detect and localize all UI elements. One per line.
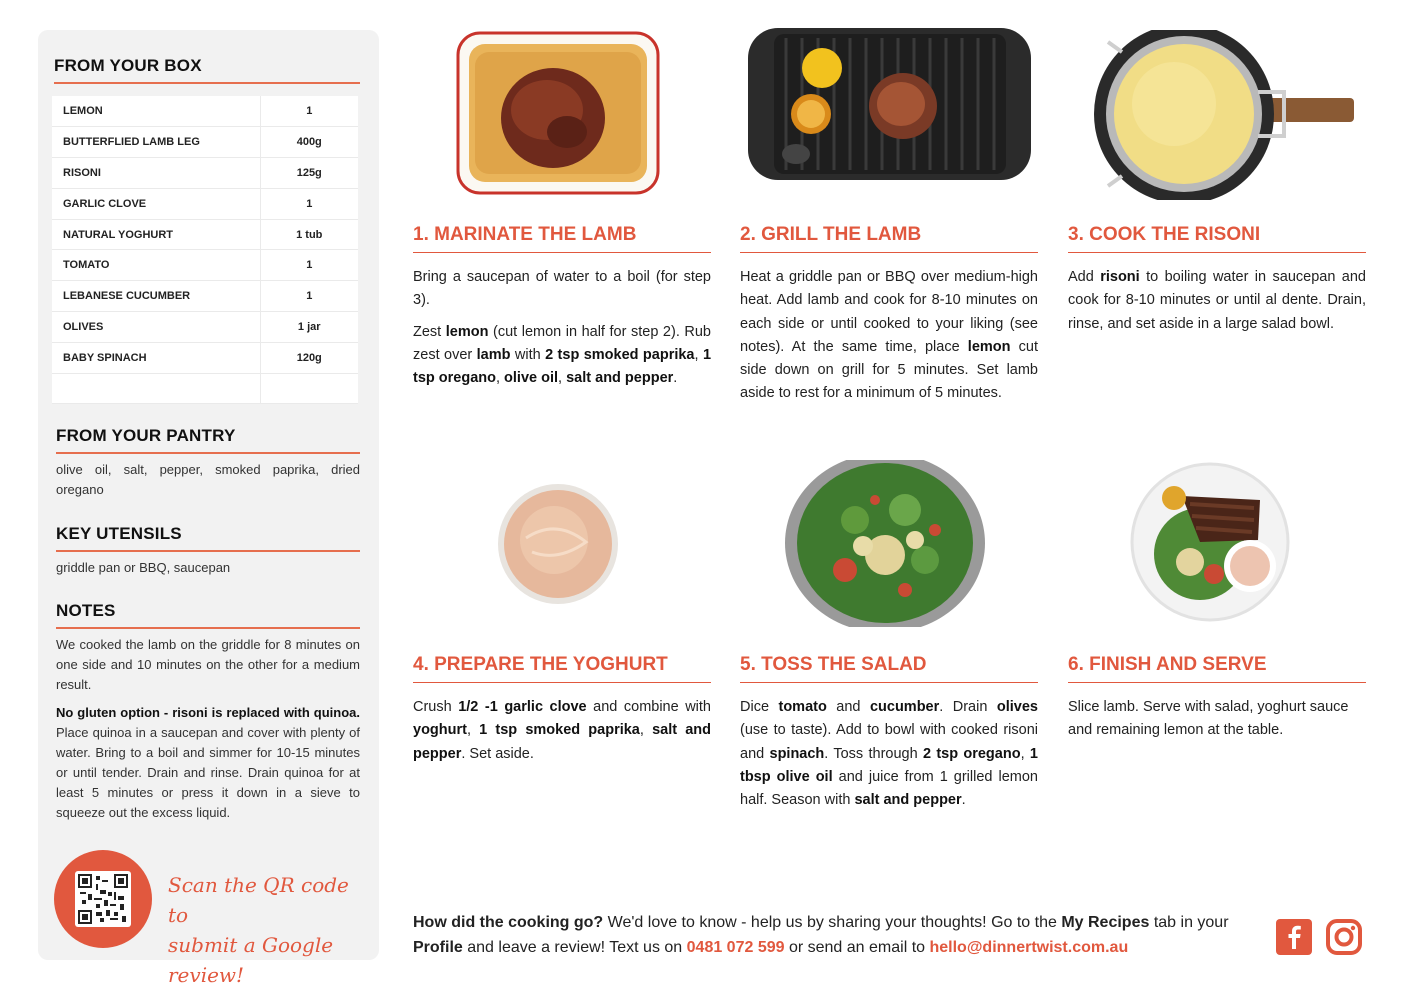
- text-span: Crush: [413, 699, 459, 715]
- ingredient-name: LEMON: [52, 96, 260, 127]
- text-span: ,: [639, 722, 653, 739]
- ingredient-bold: cucumber: [869, 699, 940, 715]
- table-row: [52, 250, 358, 281]
- text-span: ,: [1020, 745, 1030, 762]
- text-span: with: [510, 346, 546, 363]
- table-row: [52, 158, 358, 189]
- ingredient-qty: 1: [260, 250, 358, 281]
- text-span: We'd love to know - help us by sharing your thoughts! Go to the: [603, 914, 1062, 931]
- yoghurt-bowl-image: [496, 482, 620, 606]
- text-span: .: [673, 370, 678, 387]
- ingredient-qty: 400g: [260, 127, 358, 158]
- sidebar: [38, 30, 379, 987]
- notes-gluten-bold: No gluten option - risoni is replaced with quinoa.: [56, 705, 360, 720]
- step-6-text: Slice lamb. Serve with salad, yoghurt sauce and remaining lemon at the table.: [1068, 699, 1349, 739]
- salad-bowl-image: [785, 460, 985, 627]
- feedback-footer: [413, 910, 1263, 960]
- step-3-text: [1068, 266, 1366, 336]
- notes-paragraph: We cooked the lamb on the griddle for 8 minutes on one side and 10 minutes on the other for a medium result.: [56, 637, 360, 692]
- table-row: [52, 96, 358, 127]
- ingredient-qty: 1 tub: [260, 219, 358, 250]
- text-span: tab in your: [1149, 914, 1229, 931]
- ingredient-bold: spinach: [769, 745, 825, 762]
- ingredient-bold: 1/2 -1 garlic clove: [458, 699, 587, 715]
- instagram-icon[interactable]: [1326, 919, 1362, 955]
- ingredient-bold: 1 tbsp olive oil: [740, 745, 1038, 785]
- facebook-icon[interactable]: [1276, 919, 1312, 955]
- step-5-title: 5. TOSS THE SALAD: [740, 654, 1038, 683]
- ingredient-name: OLIVES: [52, 312, 260, 343]
- profile-link[interactable]: Profile: [413, 939, 463, 956]
- ingredient-name: TOMATO: [52, 250, 260, 281]
- text-span: to boiling water in saucepan and cook for 8-10 minutes or until al dente. Drain, rinse, and set aside in a large salad bowl.: [1068, 269, 1366, 332]
- step-2-title: 2. GRILL THE LAMB: [740, 224, 1038, 253]
- ingredient-name: RISONI: [52, 158, 260, 189]
- ingredient-qty: 120g: [260, 342, 358, 373]
- text-span: ,: [558, 370, 567, 387]
- table-row: [52, 188, 358, 219]
- utensils-text: griddle pan or BBQ, saucepan: [56, 560, 231, 575]
- ingredient-bold: 2 tsp smoked paprika: [545, 346, 695, 363]
- step-6-title: 6. FINISH AND SERVE: [1068, 654, 1366, 683]
- table-row: [52, 281, 358, 312]
- step-4-title: 4. PREPARE THE YOGHURT: [413, 654, 711, 683]
- ingredient-bold: lemon: [967, 338, 1011, 355]
- marinated-lamb-dish-image: [455, 30, 661, 196]
- ingredient-bold: yoghurt: [413, 722, 467, 739]
- text-span: and leave a review! Text us on: [462, 939, 687, 956]
- ingredient-bold: lemon: [445, 323, 489, 340]
- text-span: or send an email to: [784, 939, 930, 956]
- ingredient-name: BABY SPINACH: [52, 342, 260, 373]
- text-span: and: [826, 699, 870, 715]
- ingredient-bold: 2 tsp oregano: [922, 745, 1021, 762]
- ingredient-name: NATURAL YOGHURT: [52, 219, 260, 250]
- ingredient-bold: salt and pepper: [854, 792, 962, 809]
- ingredient-bold: 1 tsp oregano: [413, 346, 712, 387]
- text-span: ,: [694, 346, 703, 363]
- text-span: ,: [466, 722, 480, 739]
- served-plate-image: [1130, 462, 1290, 622]
- text-span: cut side down on grill for 5 minutes. Set lamb aside to rest for a minimum of 5 minutes.: [740, 338, 1038, 402]
- text-span: Dice: [740, 699, 779, 715]
- ingredient-bold: salt and pepper: [566, 370, 674, 387]
- pantry-title: FROM YOUR PANTRY: [56, 426, 360, 454]
- ingredient-bold: 1 tsp smoked paprika: [479, 722, 640, 739]
- ingredient-bold: olives: [996, 699, 1038, 715]
- my-recipes-link[interactable]: My Recipes: [1061, 914, 1150, 931]
- table-row: [52, 312, 358, 343]
- qr-caption-line2: submit a Google review!: [168, 933, 334, 987]
- ingredients-table: [52, 96, 358, 404]
- step-1-title: 1. MARINATE THE LAMB: [413, 224, 711, 253]
- risoni-sieve-image: [1088, 30, 1358, 200]
- phone-link[interactable]: 0481 072 599: [686, 939, 785, 956]
- ingredient-bold: risoni: [1100, 269, 1140, 285]
- text-span: . Toss through: [824, 745, 923, 762]
- ingredient-qty: 1: [260, 281, 358, 312]
- empty-cell: [260, 373, 358, 404]
- text-span: Heat a griddle pan or BBQ over medium-high heat. Add lamb and cook for 8-10 minutes on each side or until cooked to your liking (see notes). At the same time, place: [740, 269, 1038, 355]
- text-span: (cut lemon in half for step 2). Rub zest over: [413, 323, 711, 363]
- table-row: [52, 219, 358, 250]
- email-link[interactable]: hello@dinnertwist.com.au: [929, 939, 1129, 956]
- text-span: and juice from 1 grilled lemon half. Season with: [740, 768, 1038, 809]
- qr-caption-line1: Scan the QR code to: [168, 873, 349, 927]
- text-span: ,: [495, 370, 505, 387]
- step-5-text: [740, 696, 1038, 812]
- qr-badge: [54, 850, 152, 948]
- ingredient-bold: lamb: [476, 346, 511, 363]
- text-span: .: [961, 792, 966, 809]
- ingredient-name: GARLIC CLOVE: [52, 188, 260, 219]
- ingredient-qty: 125g: [260, 158, 358, 189]
- qr-code-pattern: [78, 874, 128, 924]
- pantry-text: olive oil, salt, pepper, smoked paprika, dried oregano: [56, 462, 360, 497]
- ingredient-bold: tomato: [778, 699, 827, 715]
- notes-gluten-paragraph: [56, 703, 360, 823]
- text-span: Zest: [413, 323, 446, 340]
- ingredient-bold: salt and pepper: [413, 722, 712, 762]
- notes-gluten-text: Place quinoa in a saucepan and cover with plenty of water. Bring to a boil and simmer for 10-15 minutes or until tender. Drain and rinse. Drain quinoa for at least 5 minutes or press it down in a sieve to squeeze out the excess liquid.: [56, 725, 360, 820]
- text-span: . Drain: [939, 699, 997, 715]
- qr-caption: [168, 870, 368, 990]
- step-2-text: [740, 266, 1038, 406]
- griddle-pan-lamb-image: [746, 24, 1033, 184]
- step-1-para-1: Bring a saucepan of water to a boil (for step 3).: [413, 269, 711, 309]
- text-span: and combine with: [586, 699, 711, 715]
- ingredient-bold: olive oil: [504, 370, 559, 387]
- table-row-empty: [52, 373, 358, 404]
- utensils-title: KEY UTENSILS: [56, 524, 360, 552]
- table-row: [52, 127, 358, 158]
- ingredient-name: LEBANESE CUCUMBER: [52, 281, 260, 312]
- qr-code[interactable]: [75, 871, 131, 927]
- text-span: . Set aside.: [461, 745, 534, 762]
- ingredient-qty: 1: [260, 96, 358, 127]
- empty-cell: [52, 373, 260, 404]
- box-title: FROM YOUR BOX: [54, 56, 360, 84]
- step-1-text: [413, 266, 711, 390]
- ingredient-qty: 1: [260, 188, 358, 219]
- ingredient-name: BUTTERFLIED LAMB LEG: [52, 127, 260, 158]
- text-span: Add: [1068, 269, 1101, 285]
- text-span: (use to taste). Add to bowl with cooked risoni and: [740, 722, 1038, 762]
- footer-question: How did the cooking go?: [413, 914, 604, 931]
- ingredient-qty: 1 jar: [260, 312, 358, 343]
- step-1-para-2: [413, 321, 711, 391]
- table-row: [52, 342, 358, 373]
- step-4-text: [413, 696, 711, 766]
- notes-title: NOTES: [56, 601, 360, 629]
- step-3-title: 3. COOK THE RISONI: [1068, 224, 1366, 253]
